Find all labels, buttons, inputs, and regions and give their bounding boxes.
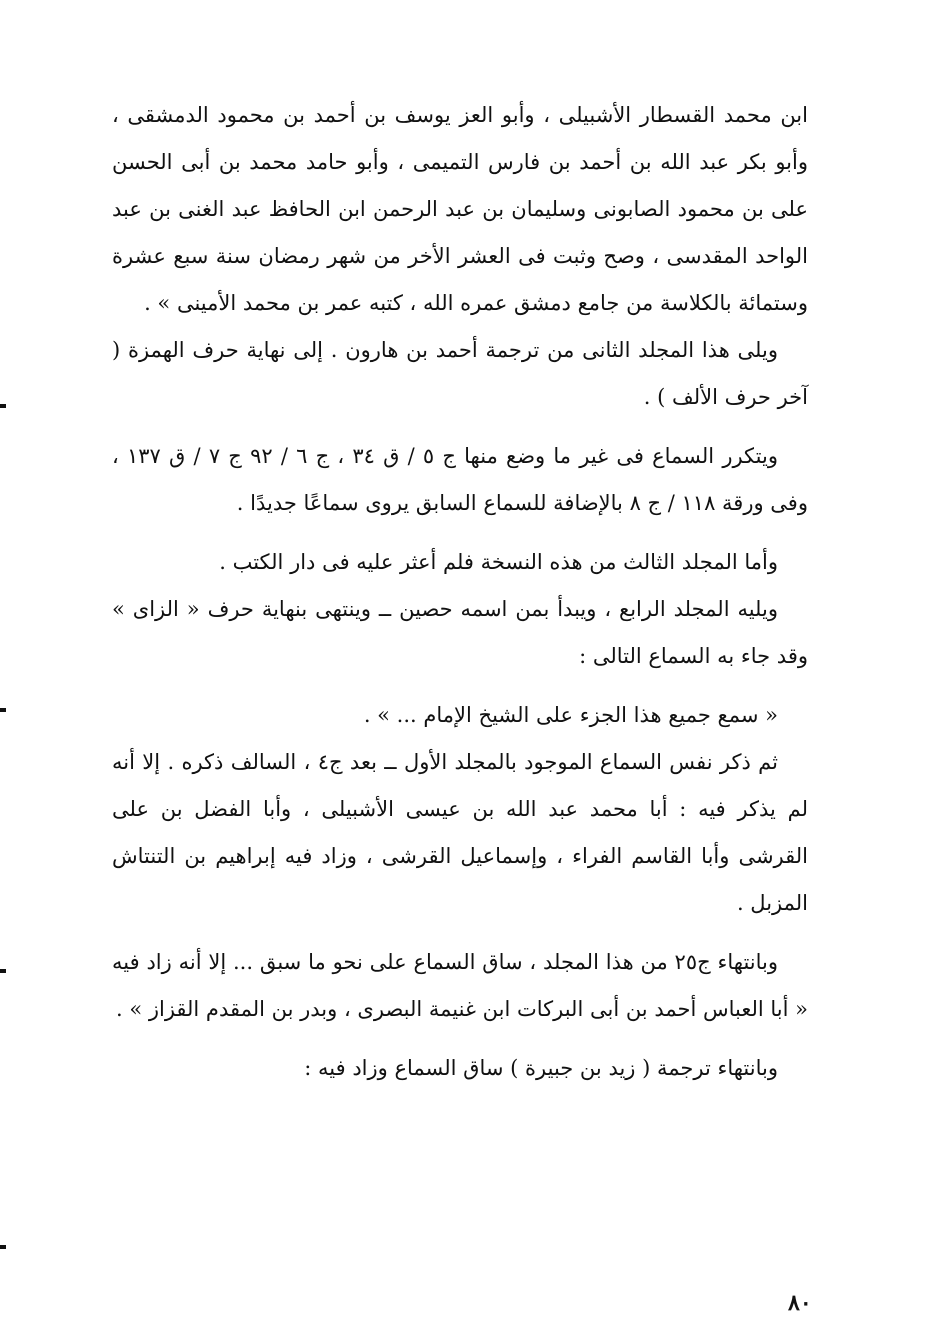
margin-mark [0,969,6,973]
paragraph-2: ويلى هذا المجلد الثانى من ترجمة أحمد بن هارون . إلى نهاية حرف الهمزة ( آخر حرف الألف ) . [112,338,808,409]
paragraph-4: وأما المجلد الثالث من هذه النسخة فلم أعثر عليه فى دار الكتب . [219,550,778,574]
paragraph-9: وبانتهاء ترجمة ( زيد بن جبيرة ) ساق السماع وزاد فيه : [304,1056,778,1080]
page-number: ٨٠ [788,1290,812,1316]
paragraph-3: ويتكرر السماع فى غير ما وضع منها ج ٥ / ق ٣٤ ، ج ٦ / ٩٢ ج ٧ / ق ١٣٧ ، وفى ورقة ١١٨ / ج ٨ بالإضافة للسماع السابق يروى سماعًا جديدًا . [112,444,808,515]
paragraph-7: ثم ذكر نفس السماع الموجود بالمجلد الأول ــ بعد ج٤ ، السالف ذكره . إلا أنه لم يذكر فيه : أبا محمد عبد الله بن عيسى الأشبيلى ، وأبا الفضل بن على القرشى وأبا القاسم الفراء ، وإسماعيل القرشى ، وزاد فيه إبراهيم بن التنتاش المزبل . [112,750,808,915]
quote-paragraph: « سمع جميع هذا الجزء على الشيخ الإمام ... » . [363,703,778,727]
margin-mark [0,708,6,712]
body-text [112,92,808,1092]
paragraph-1: ابن محمد القسطار الأشبيلى ، وأبو العز يوسف بن أحمد بن محمود الدمشقى ، وأبو بكر عبد الله بن أحمد بن فارس التميمى ، وأبو حامد محمد بن أبى الحسن على بن محمود الصابونى وسليمان بن عبد الرحمن ابن الحافظ عبد الغنى بن عبد الواحد المقدسى ، وصح وثبت فى العشر الأخر من شهر رمضان سنة سبع عشرة وستمائة بالكلاسة من جامع دمشق عمره الله ، كتبه عمر بن محمد الأمينى » . [112,103,808,315]
paragraph-8: وبانتهاء ج٢٥ من هذا المجلد ، ساق السماع على نحو ما سبق ... إلا أنه زاد فيه « أبا العباس أحمد بن أبى البركات ابن غنيمة البصرى ، وبدر بن المقدم القزاز » . [112,950,808,1021]
margin-mark [0,404,6,408]
margin-mark [0,1245,6,1249]
paragraph-5: ويليه المجلد الرابع ، ويبدأ بمن اسمه حصين ــ وينتهى بنهاية حرف « الزاى » وقد جاء به السماع التالى : [112,597,808,668]
